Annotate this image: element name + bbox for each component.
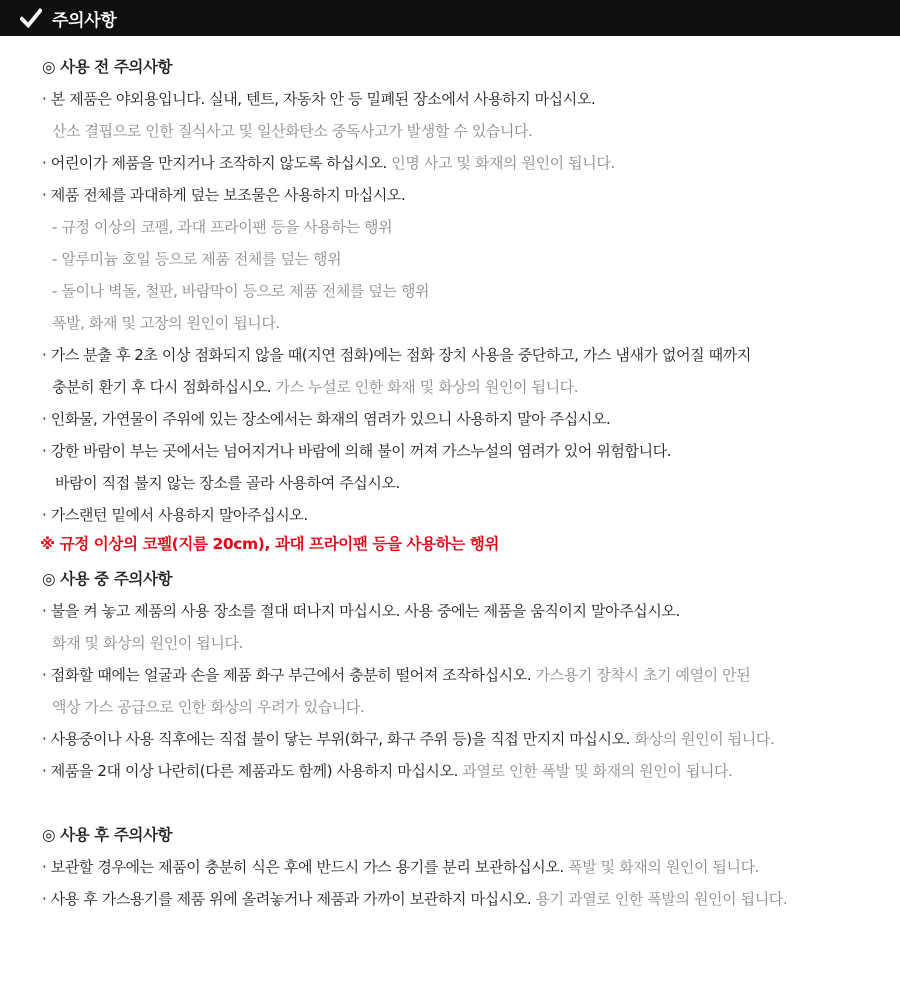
notice-line: 액상 가스 공급으로 인한 화상의 우려가 있습니다. bbox=[52, 698, 365, 716]
notice-line bbox=[42, 665, 750, 685]
section-title-after: ◎ 사용 후 주의사항 bbox=[42, 826, 173, 844]
notice-line: · 강한 바람이 부는 곳에서는 넘어지거나 바람에 의해 불이 꺼져 가스누설의 염려가 있어 위험합니다. bbox=[42, 442, 672, 460]
notice-text: · 어린이가 제품을 만지거나 조작하지 않도록 하십시오. bbox=[42, 154, 387, 172]
notice-note: 가스용기 장착시 초기 예열이 안된 bbox=[531, 666, 751, 684]
notice-text: · 사용중이나 사용 직후에는 직접 불이 닿는 부위(화구, 화구 주위 등)을 직접 만지지 마십시오. bbox=[42, 730, 631, 748]
notice-line bbox=[52, 377, 578, 397]
notice-line: 화재 및 화상의 원인이 됩니다. bbox=[52, 634, 243, 652]
notice-line bbox=[42, 761, 732, 781]
notice-text: · 점화할 때에는 얼굴과 손을 제품 화구 부근에서 충분히 떨어져 조작하십시오. bbox=[42, 666, 532, 684]
warning-line: ※ 규정 이상의 코펠(지름 20cm), 과대 프라이팬 등을 사용하는 행위 bbox=[40, 535, 499, 553]
notice-line bbox=[42, 889, 787, 909]
notice-note: 화상의 원인이 됩니다. bbox=[630, 730, 775, 748]
notice-text: 충분히 환기 후 다시 점화하십시오. bbox=[52, 378, 272, 396]
notice-line: · 가스 분출 후 2초 이상 점화되지 않을 때(지연 점화)에는 점화 장치 사용을 중단하고, 가스 냄새가 없어질 때까지 bbox=[42, 346, 751, 364]
notice-line: 폭발, 화재 및 고장의 원인이 됩니다. bbox=[52, 314, 280, 332]
notice-note: 용기 과열로 인한 폭발의 원인이 됩니다. bbox=[531, 890, 788, 908]
notice-line: · 불을 켜 놓고 제품의 사용 장소를 절대 떠나지 마십시오. 사용 중에는 제품을 움직이지 말아주십시오. bbox=[42, 602, 680, 620]
section-title-before: ◎ 사용 전 주의사항 bbox=[42, 58, 173, 76]
notice-note: 가스 누설로 인한 화재 및 화상의 원인이 됩니다. bbox=[271, 378, 579, 396]
notice-text: · 사용 후 가스용기를 제품 위에 올려놓거나 제품과 가까이 보관하지 마십시오. bbox=[42, 890, 532, 908]
notice-note: 폭발 및 화재의 원인이 됩니다. bbox=[563, 858, 760, 876]
notice-line: - 규정 이상의 코펠, 과대 프라이팬 등을 사용하는 행위 bbox=[52, 218, 393, 236]
notice-line: 바람이 직접 불지 않는 장소를 골라 사용하여 주십시오. bbox=[55, 474, 400, 492]
notice-line: - 알루미늄 호일 등으로 제품 전체를 덮는 행위 bbox=[52, 250, 342, 268]
notice-line bbox=[42, 153, 615, 173]
notice-title: 주의사항 bbox=[52, 10, 117, 31]
section-title-during: ◎ 사용 중 주의사항 bbox=[42, 570, 173, 588]
check-icon bbox=[20, 7, 42, 29]
notice-line: · 본 제품은 야외용입니다. 실내, 텐트, 자동차 안 등 밀폐된 장소에서 사용하지 마십시오. bbox=[42, 90, 596, 108]
notice-line bbox=[42, 857, 759, 877]
notice-note: 과열로 인한 폭발 및 화재의 원인이 됩니다. bbox=[457, 762, 733, 780]
notice-line: · 가스랜턴 밑에서 사용하지 말아주십시오. bbox=[42, 506, 308, 524]
notice-note: 인명 사고 및 화재의 원인이 됩니다. bbox=[386, 154, 615, 172]
notice-text: · 보관할 경우에는 제품이 충분히 식은 후에 반드시 가스 용기를 분리 보관하십시오. bbox=[42, 858, 564, 876]
notice-header bbox=[0, 0, 900, 36]
notice-line: · 제품 전체를 과대하게 덮는 보조물은 사용하지 마십시오. bbox=[42, 186, 406, 204]
notice-line: - 돌이나 벽돌, 철판, 바람막이 등으로 제품 전체를 덮는 행위 bbox=[52, 282, 430, 300]
notice-line: 산소 결핍으로 인한 질식사고 및 일산화탄소 중독사고가 발생할 수 있습니다. bbox=[52, 122, 533, 140]
notice-text: · 제품을 2대 이상 나란히(다른 제품과도 함께) 사용하지 마십시오. bbox=[42, 762, 458, 780]
notice-line bbox=[42, 729, 774, 749]
notice-line: · 인화물, 가연물이 주위에 있는 장소에서는 화재의 염려가 있으니 사용하지 말아 주십시오. bbox=[42, 410, 611, 428]
